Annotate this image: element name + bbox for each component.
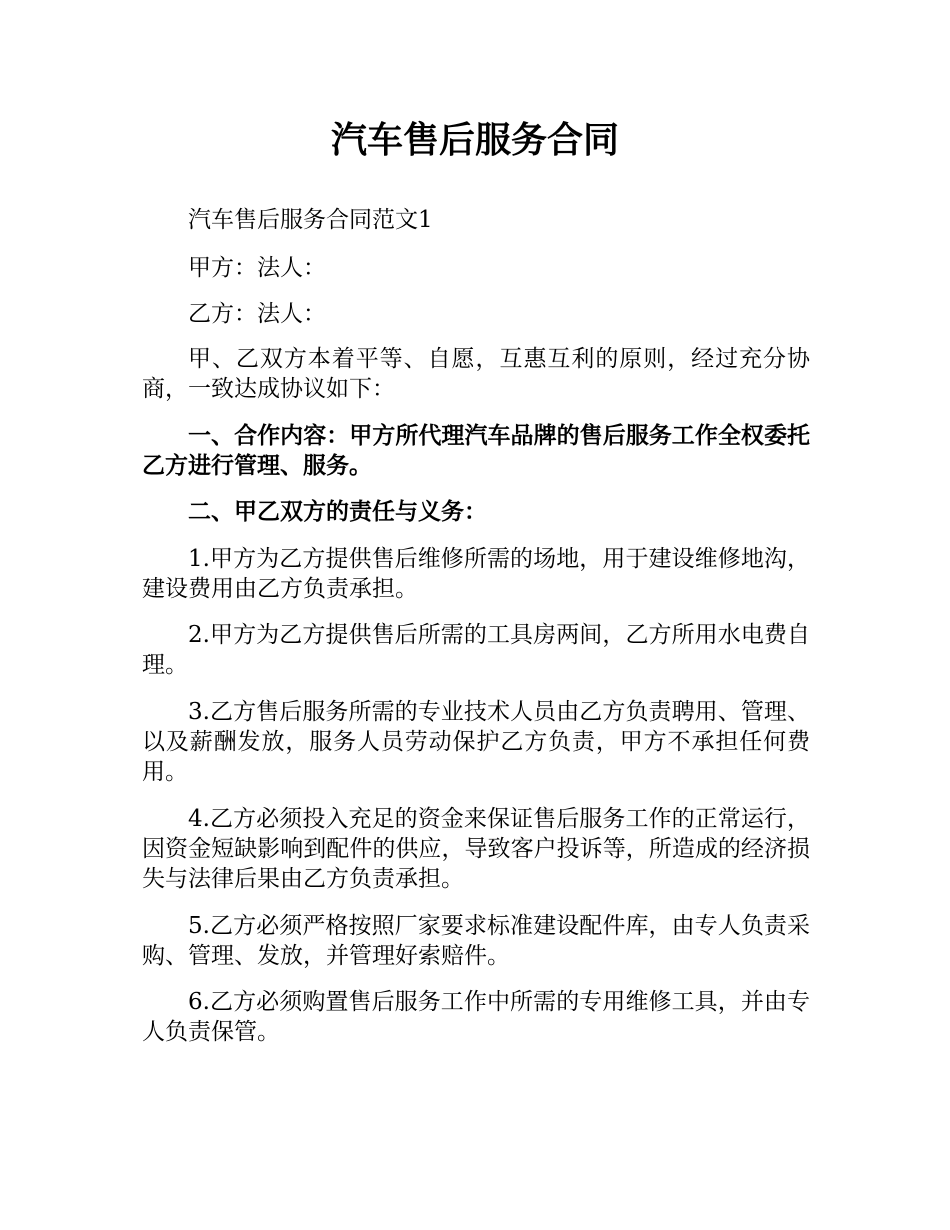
clause-3: 3.乙方售后服务所需的专业技术人员由乙方负责聘用、管理、以及薪酬发放，服务人员劳动保护乙方负责，甲方不承担任何费用。 — [142, 699, 810, 785]
paragraph-party-b: 乙方：法人： — [188, 301, 326, 327]
clause-5: 5.乙方必须严格按照厂家要求标准建设配件库，由专人负责采购、管理、发放，并管理好索赔件。 — [142, 913, 810, 969]
clause-1: 1.甲方为乙方提供售后维修所需的场地，用于建设维修地沟，建设费用由乙方负责承担。 — [142, 546, 810, 602]
section-heading-responsibilities: 二、甲乙双方的责任与义务： — [188, 499, 487, 525]
clause-4: 4.乙方必须投入充足的资金来保证售后服务工作的正常运行，因资金短缺影响到配件的供应，导致客户投诉等，所造成的经济损失与法律后果由乙方负责承担。 — [142, 806, 810, 892]
paragraph-subtitle: 汽车售后服务合同范文1 — [188, 207, 433, 233]
document-title: 汽车售后服务合同 — [330, 120, 619, 161]
clause-6: 6.乙方必须购置售后服务工作中所需的专用维修工具，并由专人负责保管。 — [142, 989, 810, 1045]
section-heading-cooperation: 一、合作内容：甲方所代理汽车品牌的售后服务工作全权委托乙方进行管理、服务。 — [142, 423, 810, 479]
paragraph-preamble: 甲、乙双方本着平等、自愿，互惠互利的原则，经过充分协商，一致达成协议如下： — [142, 346, 810, 402]
clause-2: 2.甲方为乙方提供售后所需的工具房两间，乙方所用水电费自理。 — [142, 622, 810, 678]
paragraph-party-a: 甲方：法人： — [188, 255, 326, 281]
